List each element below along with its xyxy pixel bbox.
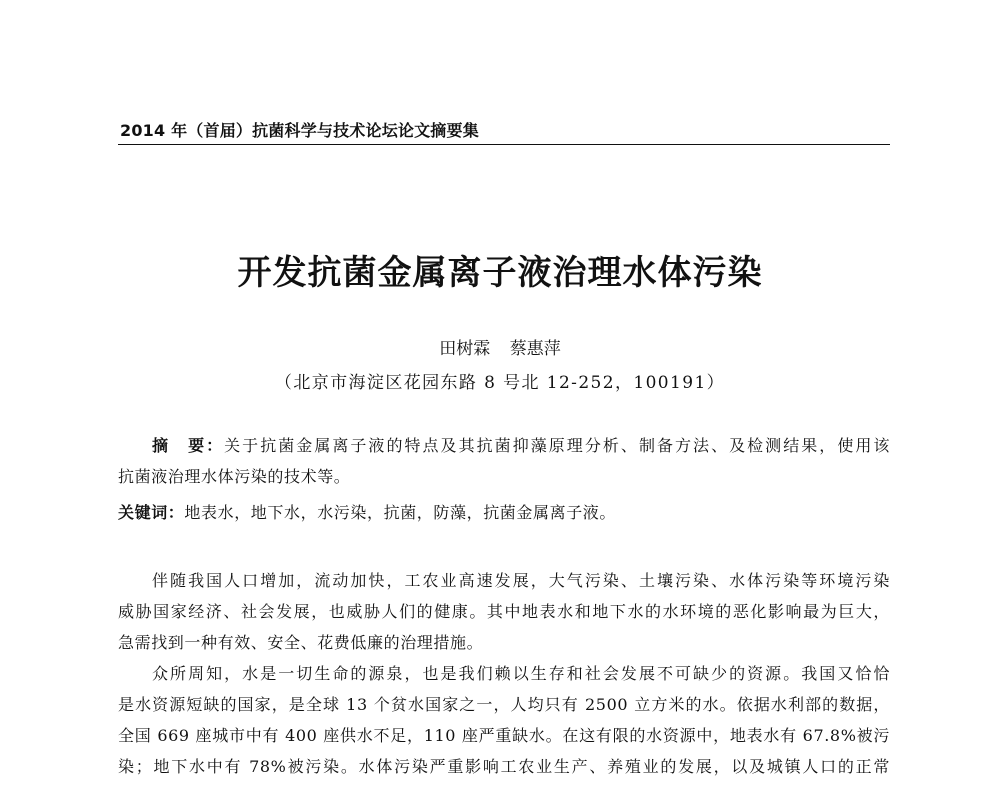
abstract-text: 关于抗菌金属离子液的特点及其抗菌抑藻原理分析、制备方法、及检测结果，使用该	[224, 436, 890, 455]
paragraph-line: 伴随我国人口增加，流动加快，工农业高速发展，大气污染、土壤污染、水体污染等环境污染	[152, 571, 890, 590]
keywords-label: 关键词：	[118, 503, 185, 522]
abstract-line: 抗菌液治理水体污染的技术等。	[118, 467, 351, 486]
abstract-label: 摘 要：	[152, 436, 225, 455]
abstract	[118, 430, 890, 492]
paragraph-line: 是水资源短缺的国家，是全球 13 个贫水国家之一，人均只有 2500 立方米的水。依据水利部的数据，	[118, 695, 890, 714]
body-paragraph-1	[118, 565, 890, 658]
body-paragraph-2	[118, 658, 890, 782]
paragraph-line: 染；地下水中有 78%被污染。水体污染严重影响工农业生产、养殖业的发展，以及城镇人口的正常	[118, 757, 890, 776]
keywords-text: 地表水，地下水，水污染，抗菌，防藻，抗菌金属离子液。	[184, 503, 617, 522]
paragraph-line: 威胁国家经济、社会发展，也威胁人们的健康。其中地表水和地下水的水环境的恶化影响最为巨大，	[118, 602, 890, 621]
abstract-line	[118, 430, 890, 461]
paragraph-line: 急需找到一种有效、安全、花费低廉的治理措施。	[118, 633, 484, 652]
article-title: 开发抗菌金属离子液治理水体污染	[237, 253, 763, 293]
author-address: （北京市海淀区花园东路 8 号北 12-252，100191）	[274, 373, 726, 393]
header-rule	[118, 144, 890, 145]
keywords	[118, 497, 890, 528]
running-header: 2014 年（首届）抗菌科学与技术论坛论文摘要集	[120, 121, 479, 140]
keywords-line	[118, 497, 890, 528]
paragraph-line: 全国 669 座城市中有 400 座供水不足，110 座严重缺水。在这有限的水资源中，地表水有 67.8%被污	[118, 726, 890, 745]
authors: 田树霖 蔡惠萍	[439, 339, 561, 359]
paragraph-line: 众所周知，水是一切生命的源泉，也是我们赖以生存和社会发展不可缺少的资源。我国又恰恰	[152, 664, 890, 683]
